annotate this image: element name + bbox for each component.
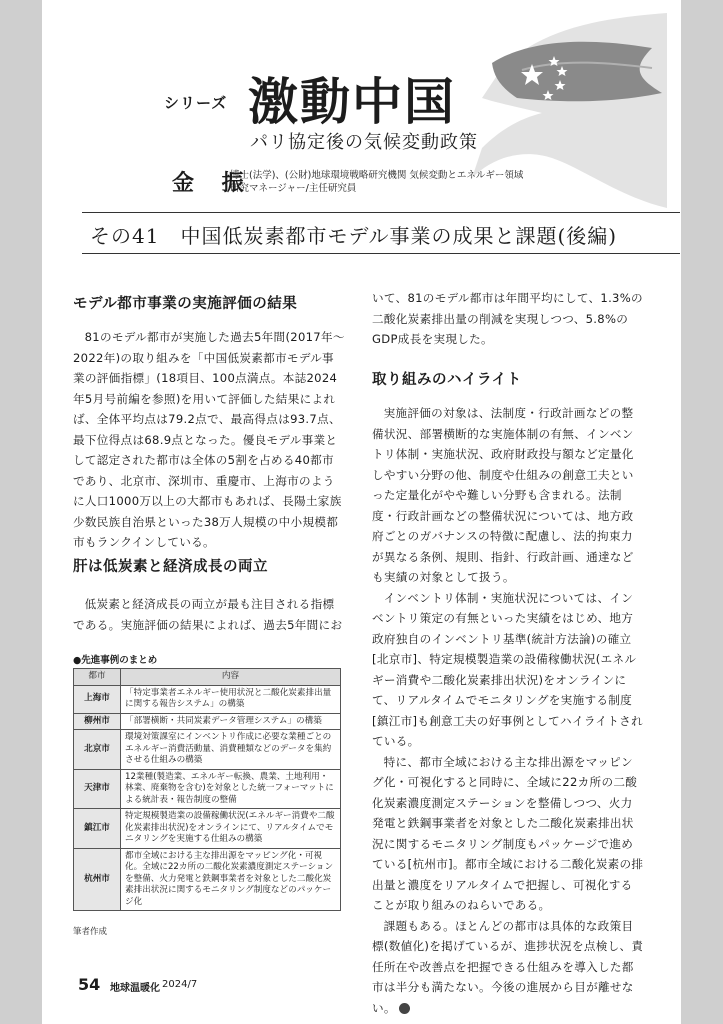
table-cell-content: 12業種(製造業、エネルギー転換、農業、土地利用・林業、廃棄物を含む)を対象とした統一フォーマットによる統計表・報告制度の整備 xyxy=(121,769,341,809)
table-cell-city: 鎮江市 xyxy=(74,809,121,849)
table-cell-city: 北京市 xyxy=(74,730,121,770)
paragraph-text: 課題もある。ほとんどの都市は具体的な政策目標(数値化)を掲げているが、進捗状況を点検し、責任所在や改善点を把握できる仕組みを導入した都市は半分も満たない。今後の進展から目が離せない。 xyxy=(372,918,644,1015)
table-row xyxy=(74,685,341,713)
right-margin-strip xyxy=(681,0,723,1024)
section-heading: 肝は低炭素と経済成長の両立 xyxy=(73,558,268,575)
left-margin-strip xyxy=(0,0,42,1024)
table-cell-content: 環境対策課室にインベントリ作成に必要な業種ごとのエネルギー消費活動量、消費種類などのデータを集約させる仕組みの構築 xyxy=(121,730,341,770)
advanced-cases-table xyxy=(73,668,341,911)
author-role: 研究マネージャー/主任研究員 xyxy=(230,183,357,194)
table-header-city: 都市 xyxy=(74,669,121,686)
page-number: 54 xyxy=(78,975,101,994)
table-cell-city: 上海市 xyxy=(74,685,121,713)
paragraph: 81のモデル都市が実施した過去5年間(2017年～2022年)の取り組みを「中国低炭素都市モデル事業の評価指標」(18項目、100点満点。本誌2024年5月号前編を参照)を用いて評価した結果によれば、全体平均点は79.2点で、最高得点は93.7点、最下位得点は68.9点となった。優良モデル事業として認定された都市は全体の5割を占める40都市であり、北京市、深圳市、重慶市、上海市のように人口1000万以上の大都市もあれば、長陽土家族少数民族自治県といった38万人規模の中小規模都市もランクインしている。 xyxy=(73,330,345,549)
table-row xyxy=(74,713,341,730)
body-text-right-1 xyxy=(372,288,644,350)
table-row xyxy=(74,809,341,849)
table-cell-city: 天津市 xyxy=(74,769,121,809)
table-row xyxy=(74,730,341,770)
series-subtitle: パリ協定後の気候変動政策 xyxy=(250,132,478,153)
table-header-row xyxy=(74,669,341,686)
body-text-left-2 xyxy=(73,594,345,635)
section-heading: 取り組みのハイライト xyxy=(372,371,522,388)
issue-date: 2024/7 xyxy=(162,979,198,990)
paragraph: インベントリ体制・実施状況については、インベントリ策定の有無といった実績をはじめ、地方政府独自のインベントリ基準(統計方法論)の確立[北京市]、特定規模製造業の設備稼働状況(エネルギー消費や二酸化炭素排出状況)をオンラインにて、リアルタイムでモニタリングを実施する制度[鎮江市]も創意工夫の好事例としてハイライトされている。 xyxy=(372,590,643,748)
series-label: シリーズ xyxy=(164,94,228,112)
paragraph: 実施評価の対象は、法制度・行政計画などの整備状況、部署横断的な実施体制の有無、インベントリ体制・実施状況、政府財政投与額など定量化しやすい分野の他、制度や仕組みの創意工夫といった定量化がやや難しい分野も含まれる。法制度・行政計画などの整備状況については、地方政府ごとのガバナンスの特徴に配慮し、法的拘束力が異なる条例、規則、指針、行政計画、通達なども実績の対象として扱う。 xyxy=(372,406,634,584)
section-heading: モデル都市事業の実施評価の結果 xyxy=(73,295,298,312)
author-affiliation: 博士(法学)、(公財)地球環境戦略研究機関 気候変動とエネルギー領域 xyxy=(230,170,524,181)
paragraph: 特に、都市全域における主な排出源をマッピング化・可視化すると同時に、全域に22カ所の二酸化炭素濃度測定ステーションを整備しつつ、火力発電と鉄鋼事業者を対象とした二酸化炭素排出状況に関するモニタリング制度もパッケージで進めている[杭州市]。都市全域における二酸化炭素の排出量と濃度をリアルタイムで把握し、可視化することが取り組みのねらいである。 xyxy=(372,754,644,912)
table-source-note: 筆者作成 xyxy=(73,927,108,937)
body-text-right-2 xyxy=(372,403,644,1018)
article-title: その41 中国低炭素都市モデル事業の成果と課題(後編) xyxy=(90,224,618,248)
article-page xyxy=(42,0,681,1024)
paragraph: 低炭素と経済成長の両立が最も注目される指標である。実施評価の結果によれば、過去5年間にお xyxy=(73,597,343,632)
table-row xyxy=(74,848,341,911)
table-caption: ●先進事例のまとめ xyxy=(73,655,158,666)
table-row xyxy=(74,769,341,809)
table-cell-content: 「特定事業者エネルギー使用状況と二酸化炭素排出量に関する報告システム」の構築 xyxy=(121,685,341,713)
series-title: 激動中国 xyxy=(248,72,456,131)
table-cell-content: 「部署横断・共同炭素データ管理システム」の構築 xyxy=(121,713,341,730)
table-cell-city: 柳州市 xyxy=(74,713,121,730)
end-mark-icon xyxy=(399,1003,410,1014)
author-name: 金 振 xyxy=(172,170,254,196)
paragraph: いて、81のモデル都市は年間平均にして、1.3%の二酸化炭素排出量の削減を実現しつつ、5.8%のGDP成長を実現した。 xyxy=(372,291,643,346)
table-header-content: 内容 xyxy=(121,669,341,686)
magazine-name: 地球温暖化 xyxy=(110,983,160,994)
table-cell-content: 特定規模製造業の設備稼働状況(エネルギー消費や二酸化炭素排出状況)をオンラインにて、リアルタイムでモニタリングを実施する仕組みの構築 xyxy=(121,809,341,849)
body-text-left-1 xyxy=(73,327,345,553)
table-cell-city: 杭州市 xyxy=(74,848,121,911)
table-cell-content: 都市全域における主な排出源をマッピング化・可視化。全域に22カ所の二酸化炭素濃度測定ステーションを整備、火力発電と鉄鋼事業者を対象とした二酸化炭素排出状況に関するモニタリング制度などのパッケージ化 xyxy=(121,848,341,911)
paragraph xyxy=(372,916,644,1019)
